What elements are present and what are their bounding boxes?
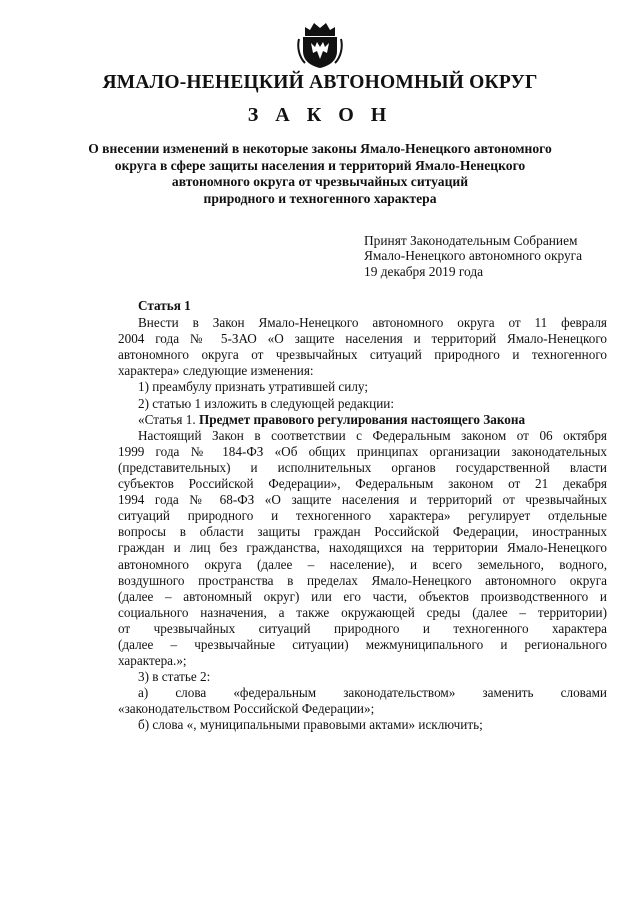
region-title: ЯМАЛО-НЕНЕЦКИЙ АВТОНОМНЫЙ ОКРУГ [102, 72, 538, 93]
body-line: характера.»; [118, 653, 187, 669]
body-line: Внести в Закон Ямало-Ненецкого автономного округа от 11 февраля [138, 315, 607, 331]
body-line: (далее – автономный округ) или его части, объектов производственного и [118, 588, 607, 604]
subtitle-line: природного и техногенного характера [203, 191, 437, 207]
body-line: субъектов Российской Федерации», Федеральным законом от 21 декабря [118, 476, 607, 492]
list-item: 1) преамбулу признать утратившей силу; [138, 379, 369, 395]
list-subitem: б) слова «, муниципальными правовыми актами» исключить; [138, 717, 483, 733]
body-line: характера» следующие изменения: [118, 363, 314, 379]
body-line: воздушного пространства в пределах Ямало-Ненецкого автономного округа [118, 572, 607, 588]
body-line: автономного округа от чрезвычайных ситуаций природного и техногенного [118, 347, 607, 363]
adoption-line: Принят Законодательным Собранием [364, 233, 578, 248]
subtitle-line: автономного округа от чрезвычайных ситуаций [171, 174, 469, 190]
subtitle-line: округа в сфере защиты населения и территорий Ямало-Ненецкого [114, 157, 526, 173]
body-line: «законодательством Российской Федерации»; [118, 701, 375, 717]
document-type-title: З А К О Н [247, 104, 393, 126]
article-body [118, 298, 607, 734]
subtitle-line: О внесении изменений в некоторые законы Ямало-Ненецкого автономного [88, 141, 552, 156]
body-line: 1994 года № 68-ФЗ «О защите населения и территорий от чрезвычайных [118, 492, 607, 508]
article-heading: Статья 1 [138, 298, 191, 313]
body-line: 1999 года № 184-ФЗ «Об общих принципах организации законодательных [118, 443, 607, 459]
body-line: (далее – чрезвычайные ситуации) межмуниципального и регионального [118, 636, 607, 652]
list-item: 2) статью 1 изложить в следующей редакции: [138, 395, 394, 411]
body-line: от чрезвычайных ситуаций природного и техногенного характера [118, 620, 607, 636]
body-line: граждан и лиц без гражданства, находящихся на территории Ямало-Ненецкого [118, 540, 607, 556]
body-line: ситуаций природного и техногенного характера» регулирует отдельные [118, 508, 607, 524]
coat-of-arms-emblem [297, 17, 343, 69]
quoted-article-label: «Статья 1. [138, 411, 199, 427]
quoted-article-title: Предмет правового регулирования настоящего Закона [198, 411, 526, 427]
body-line: вопросы в области защиты граждан Российской Федерации, иностранных [118, 524, 607, 540]
adoption-note [364, 233, 582, 279]
list-subitem: а) слова «федеральным законодательством» заменить словами [138, 685, 607, 701]
body-line: 2004 года № 5-ЗАО «О защите населения и территорий Ямало-Ненецкого [118, 331, 607, 347]
adoption-date: 19 декабря 2019 года [364, 263, 484, 279]
body-line: социального назначения, а также окружающей среды (далее – территории) [118, 604, 607, 620]
body-line: Настоящий Закон в соответствии с Федеральным законом от 06 октября [138, 427, 607, 443]
law-subtitle [80, 141, 560, 208]
list-item: 3) в статье 2: [138, 669, 211, 685]
adoption-line: Ямало-Ненецкого автономного округа [364, 248, 583, 264]
quoted-article-heading [118, 412, 607, 428]
body-line: (представительных) и исполнительных органов государственной власти [118, 459, 607, 475]
body-line: автономного округа (далее – население), и всего земельного, водного, [118, 556, 607, 572]
